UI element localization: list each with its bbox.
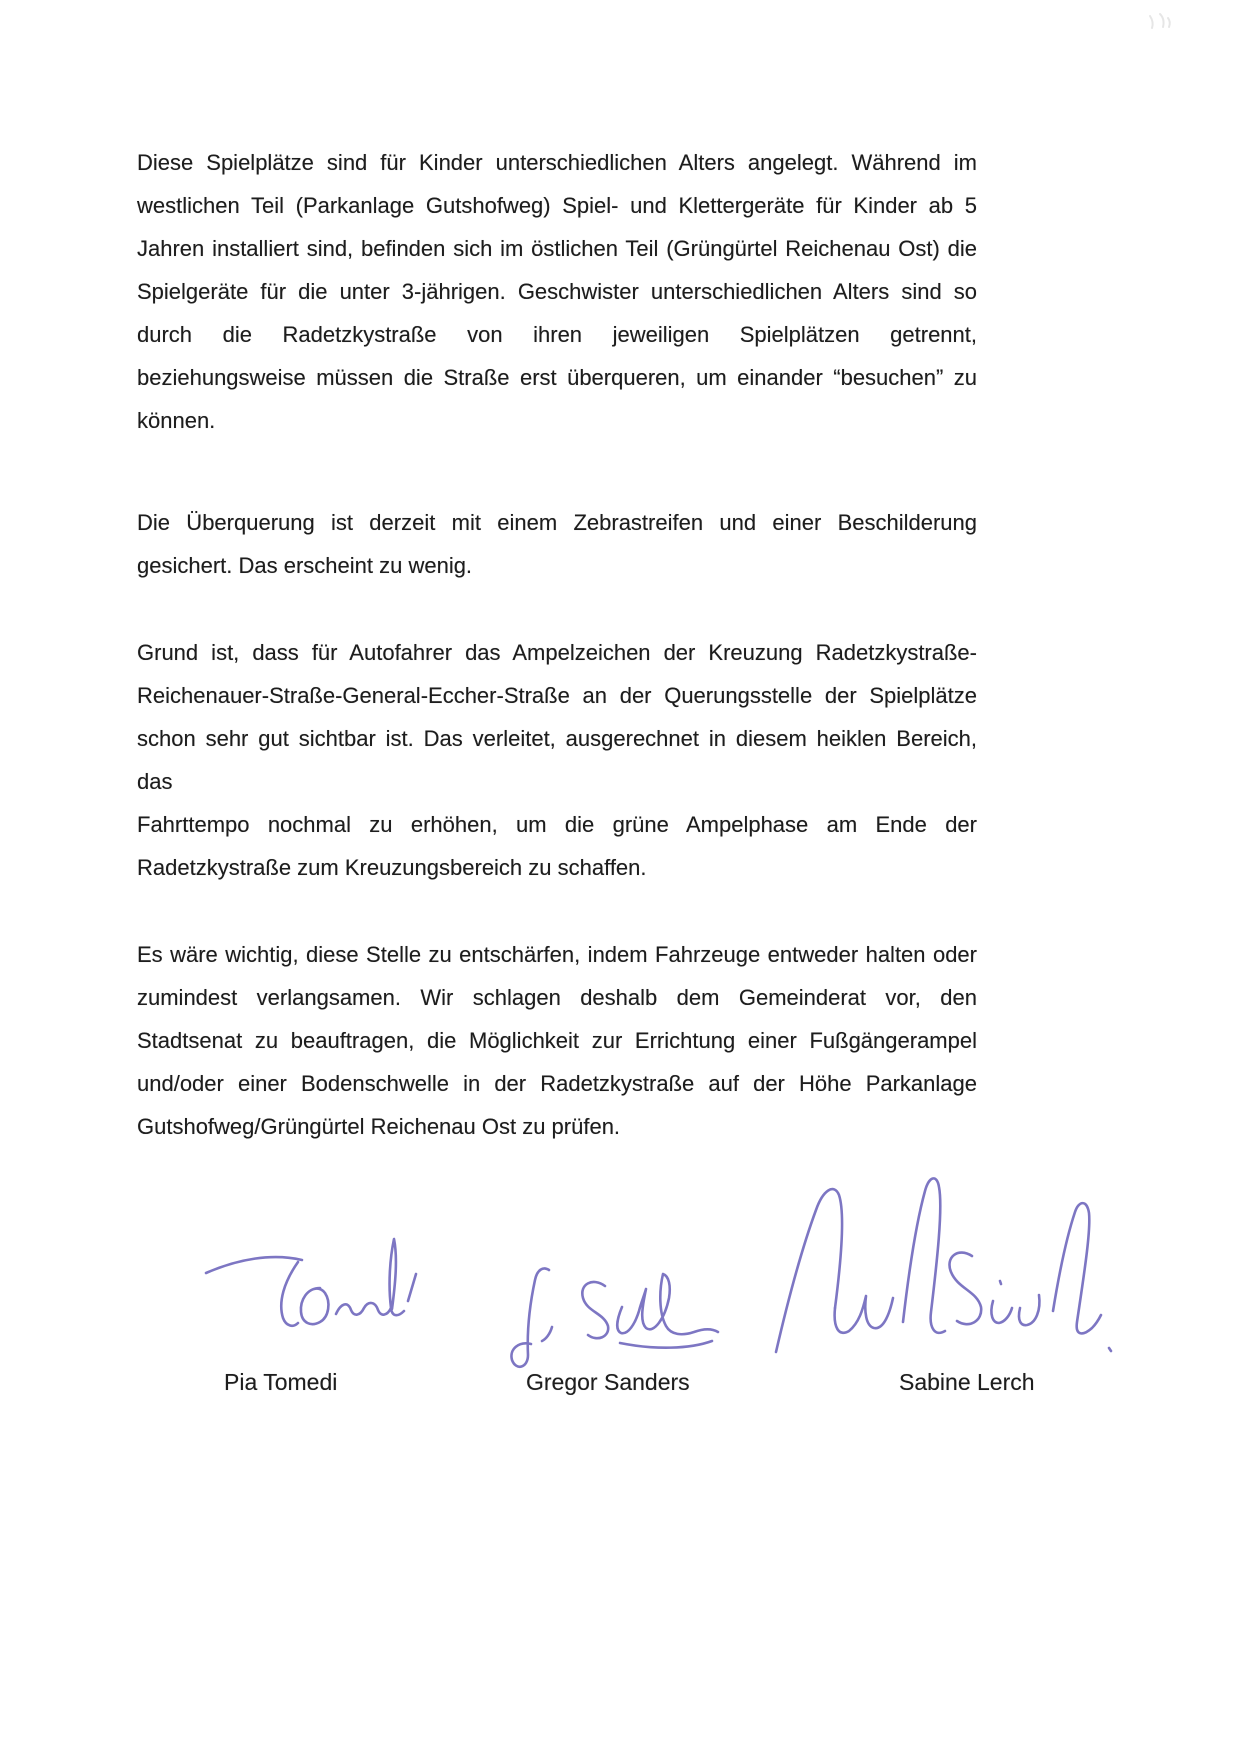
text-line: Spielgeräte für die unter 3-jährigen. Geschwister unterschiedlichen Alters sind so <box>137 279 977 304</box>
text-line: Jahren installiert sind, befinden sich im östlichen Teil (Grüngürtel Reichenau Ost) die <box>137 236 977 261</box>
text-line: Diese Spielplätze sind für Kinder unterschiedlichen Alters angelegt. Während im <box>137 150 977 175</box>
text-line: Die Überquerung ist derzeit mit einem Zebrastreifen und einer Beschilderung <box>137 510 977 535</box>
text-line: Radetzkystraße zum Kreuzungsbereich zu schaffen. <box>137 855 647 880</box>
text-line: Es wäre wichtig, diese Stelle zu entschärfen, indem Fahrzeuge entweder halten oder <box>137 942 977 967</box>
text-line: Reichenauer-Straße-General-Eccher-Straße an der Querungsstelle der Spielplätze <box>137 683 977 708</box>
text-line: und/oder einer Bodenschwelle in der Radetzkystraße auf der Höhe Parkanlage <box>137 1071 977 1096</box>
letter-body <box>137 141 977 1148</box>
text-line: gesichert. Das erscheint zu wenig. <box>137 553 473 578</box>
text-line: Grund ist, dass für Autofahrer das Ampelzeichen der Kreuzung Radetzkystraße- <box>137 640 977 665</box>
text-line: Fahrttempo nochmal zu erhöhen, um die grüne Ampelphase am Ende der <box>137 812 977 837</box>
signatory-name: Pia Tomedi <box>224 1369 338 1395</box>
text-line: durch die Radetzkystraße von ihren jeweiligen Spielplätzen getrennt, <box>137 322 977 347</box>
signature-pia-tomedi <box>206 1239 416 1326</box>
text-line: Gutshofweg/Grüngürtel Reichenau Ost zu prüfen. <box>137 1114 621 1139</box>
text-line: können. <box>137 408 216 433</box>
text-line: westlichen Teil (Parkanlage Gutshofweg) Spiel- und Klettergeräte für Kinder ab 5 <box>137 193 977 218</box>
text-line: Stadtsenat zu beauftragen, die Möglichkeit zur Errichtung einer Fußgängerampel <box>137 1028 977 1053</box>
signature-gregor-sanders <box>511 1268 718 1366</box>
text-line: beziehungsweise müssen die Straße erst überqueren, um einander “besuchen” zu <box>137 365 977 390</box>
signature-sabine-lerch <box>776 1178 1111 1352</box>
signatory-name: Gregor Sanders <box>526 1369 690 1395</box>
paragraph <box>137 501 977 587</box>
text-line: schon sehr gut sichtbar ist. Das verleitet, ausgerechnet in diesem heiklen Bereich, das <box>137 726 977 794</box>
scan-artifact <box>1140 8 1180 38</box>
paragraph <box>137 141 977 442</box>
signatures <box>150 1060 1200 1380</box>
signatory-name: Sabine Lerch <box>899 1369 1035 1395</box>
paragraph <box>137 631 977 889</box>
text-line: zumindest verlangsamen. Wir schlagen deshalb dem Gemeinderat vor, den <box>137 985 977 1010</box>
